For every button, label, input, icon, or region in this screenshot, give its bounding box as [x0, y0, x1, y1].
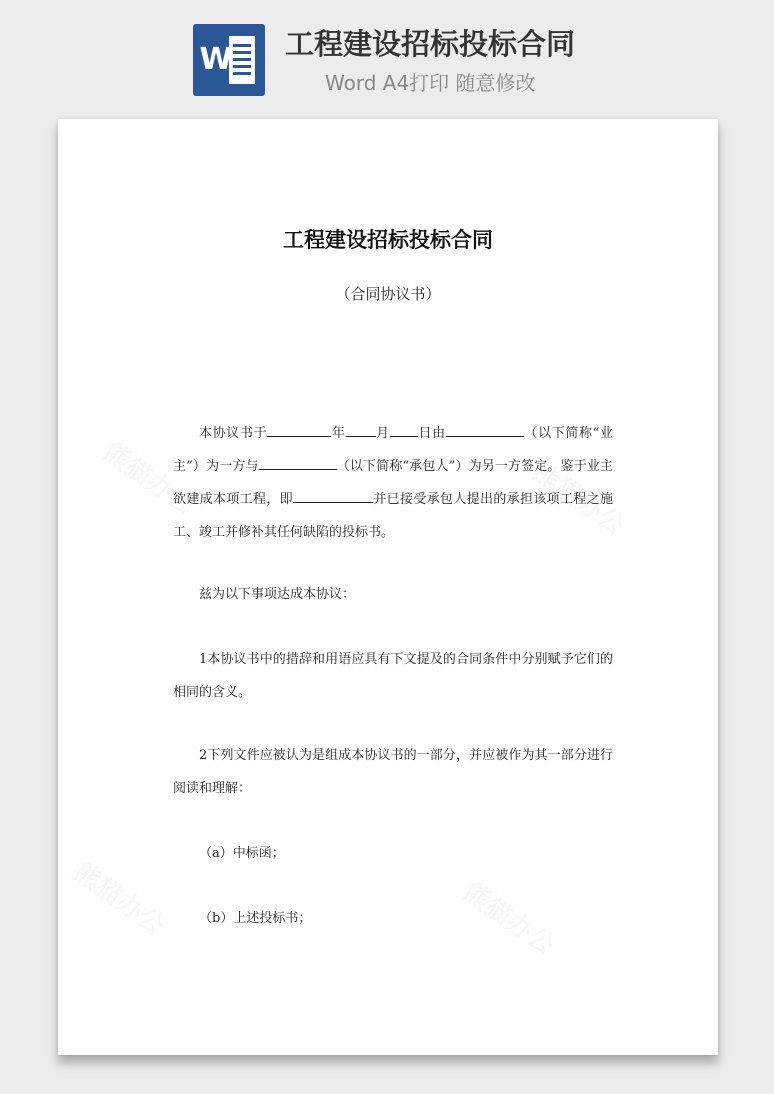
- p1-text-a: 本协议书于: [199, 426, 268, 441]
- fill-blank-year[interactable]: [267, 422, 331, 437]
- p1-text-b: 年: [331, 426, 346, 441]
- document-subtitle: （合同协议书）: [335, 285, 441, 303]
- banner-subtitle: Word A4打印 随意修改: [325, 71, 536, 95]
- document-page: [58, 119, 718, 1055]
- banner-title: 工程建设招标投标合同: [285, 27, 576, 61]
- word-document-icon: [193, 24, 265, 96]
- agreement-paragraph-2: 兹为以下事项达成本协议：: [199, 587, 356, 602]
- fill-blank-month[interactable]: [346, 422, 376, 437]
- watermark: [67, 853, 173, 943]
- fill-blank-day[interactable]: [390, 422, 418, 437]
- agreement-paragraph-4: 2下列文件应被认为是组成本协议书的一部分，并应被作为其一部分进行阅读和理解：: [173, 748, 613, 796]
- p1-text-e: （以下简称“业主”）为一方与: [173, 426, 613, 474]
- p1-text-c: 月: [375, 426, 390, 441]
- word-icon-letter: W: [199, 42, 233, 77]
- header-banner: [0, 0, 774, 115]
- agreement-item-a: （a）中标函；: [199, 846, 285, 861]
- agreement-paragraph-1: [173, 417, 613, 549]
- agreement-paragraph-3: 1本协议书中的措辞和用语应具有下文提及的合同条件中分别赋予它们的相同的含义。: [173, 652, 613, 700]
- p1-text-d: 日由: [417, 426, 446, 441]
- fill-blank-owner[interactable]: [446, 422, 524, 437]
- agreement-item-b: （b）上述投标书；: [199, 911, 312, 926]
- fill-blank-project[interactable]: [293, 488, 373, 503]
- document-title: 工程建设招标投标合同: [283, 228, 493, 252]
- fill-blank-contractor[interactable]: [259, 455, 337, 470]
- p1-text-g: 并已接受承包人提出的承担该项工程之施工、竣工并修补其任何缺陷的投标书。: [173, 492, 613, 540]
- p1-text-f: （以下简称“承包人”）为另一方签定。鉴于业主欲建成本项工程，即: [173, 459, 613, 507]
